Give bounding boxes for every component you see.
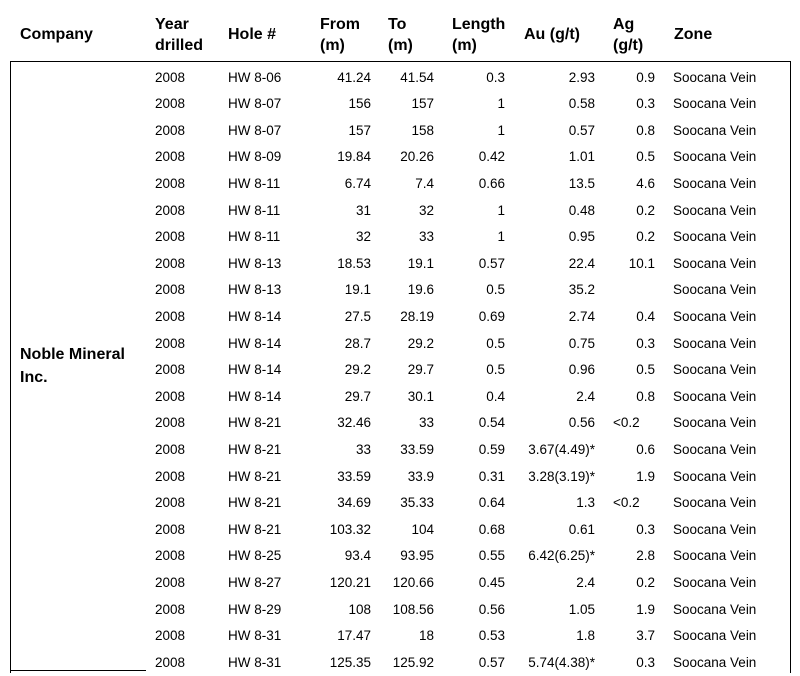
table-row xyxy=(0,570,800,597)
cell-length: 1 xyxy=(497,229,505,245)
cell-year: 2008 xyxy=(155,654,186,670)
cell-ag: 0.2 xyxy=(636,202,655,218)
table-row xyxy=(0,331,800,358)
cell-from: 17.47 xyxy=(337,628,371,644)
cell-to: 41.54 xyxy=(400,69,434,85)
table-row xyxy=(0,410,800,437)
cell-from: 108 xyxy=(348,601,371,617)
cell-from: 33 xyxy=(355,441,371,457)
cell-zone: Soocana Vein xyxy=(673,574,757,590)
cell-ag: 0.4 xyxy=(636,308,655,324)
cell-zone: Soocana Vein xyxy=(673,415,757,431)
company-name-line2: Inc. xyxy=(20,369,48,386)
cell-length: 0.66 xyxy=(478,175,505,191)
cell-ag: 0.3 xyxy=(636,654,655,670)
cell-length: 1 xyxy=(497,202,505,218)
cell-to: 29.2 xyxy=(407,335,434,351)
cell-zone: Soocana Vein xyxy=(673,96,757,112)
cell-ag: 0.5 xyxy=(636,149,655,165)
cell-au: 0.56 xyxy=(568,415,595,431)
cell-zone: Soocana Vein xyxy=(673,202,757,218)
header-from-line1: From xyxy=(320,16,360,33)
cell-to: 35.33 xyxy=(400,495,434,511)
table-row xyxy=(0,118,800,145)
cell-year: 2008 xyxy=(155,175,186,191)
cell-ag: <0.2 xyxy=(613,415,640,431)
cell-zone: Soocana Vein xyxy=(673,495,757,511)
cell-to: 108.56 xyxy=(392,601,434,617)
cell-zone: Soocana Vein xyxy=(673,69,757,85)
cell-hole: HW 8-25 xyxy=(228,548,282,564)
table-row xyxy=(0,198,800,225)
cell-year: 2008 xyxy=(155,122,186,138)
cell-ag: 0.3 xyxy=(636,335,655,351)
table-row xyxy=(0,171,800,198)
table-row xyxy=(0,277,800,304)
cell-length: 0.64 xyxy=(478,495,505,511)
cell-hole: HW 8-31 xyxy=(228,654,282,670)
cell-length: 0.57 xyxy=(478,654,505,670)
cell-hole: HW 8-11 xyxy=(228,202,281,218)
cell-zone: Soocana Vein xyxy=(673,149,757,165)
cell-from: 6.74 xyxy=(344,175,371,191)
cell-year: 2008 xyxy=(155,495,186,511)
cell-ag: 0.6 xyxy=(636,441,655,457)
cell-from: 28.7 xyxy=(344,335,371,351)
cell-ag: 1.9 xyxy=(636,601,655,617)
cell-zone: Soocana Vein xyxy=(673,601,757,617)
cell-to: 125.92 xyxy=(392,654,434,670)
cell-zone: Soocana Vein xyxy=(673,308,757,324)
cell-ag: 0.8 xyxy=(636,122,655,138)
cell-zone: Soocana Vein xyxy=(673,441,757,457)
cell-ag: 0.5 xyxy=(636,362,655,378)
header-year xyxy=(155,14,203,56)
cell-to: 157 xyxy=(411,96,434,112)
header-from xyxy=(320,14,360,56)
cell-to: 7.4 xyxy=(415,175,434,191)
cell-from: 29.2 xyxy=(344,362,371,378)
cell-year: 2008 xyxy=(155,601,186,617)
cell-from: 157 xyxy=(348,122,371,138)
table-row xyxy=(0,650,800,676)
cell-to: 158 xyxy=(411,122,434,138)
cell-from: 103.32 xyxy=(329,521,371,537)
cell-length: 0.31 xyxy=(478,468,505,484)
cell-length: 0.5 xyxy=(486,282,505,298)
cell-to: 19.6 xyxy=(407,282,434,298)
table-row xyxy=(0,384,800,411)
header-length xyxy=(452,14,505,56)
cell-from: 32.46 xyxy=(337,415,371,431)
cell-from: 34.69 xyxy=(337,495,371,511)
cell-hole: HW 8-13 xyxy=(228,282,282,298)
cell-to: 19.1 xyxy=(407,255,434,271)
header-to-line2: (m) xyxy=(388,37,413,54)
cell-year: 2008 xyxy=(155,229,186,245)
cell-hole: HW 8-06 xyxy=(228,69,282,85)
cell-to: 28.19 xyxy=(400,308,434,324)
header-from-line2: (m) xyxy=(320,37,345,54)
cell-to: 120.66 xyxy=(392,574,434,590)
header-length-line1: Length xyxy=(452,16,506,33)
cell-hole: HW 8-29 xyxy=(228,601,282,617)
cell-au: 0.96 xyxy=(568,362,595,378)
cell-au: 0.58 xyxy=(568,96,595,112)
cell-year: 2008 xyxy=(155,96,186,112)
cell-year: 2008 xyxy=(155,388,186,404)
header-au: Au (g/t) xyxy=(524,26,580,43)
cell-length: 0.54 xyxy=(478,415,505,431)
cell-from: 19.1 xyxy=(344,282,371,298)
cell-from: 19.84 xyxy=(337,149,371,165)
table-row xyxy=(0,437,800,464)
cell-au: 1.01 xyxy=(568,149,595,165)
cell-ag: <0.2 xyxy=(613,495,640,511)
cell-from: 125.35 xyxy=(329,654,371,670)
cell-year: 2008 xyxy=(155,149,186,165)
header-ag-line2: (g/t) xyxy=(613,37,644,54)
header-to xyxy=(388,14,413,56)
cell-length: 0.53 xyxy=(478,628,505,644)
cell-au: 6.42(6.25)* xyxy=(528,548,595,564)
cell-au: 35.2 xyxy=(568,282,595,298)
cell-to: 20.26 xyxy=(400,149,434,165)
header-company: Company xyxy=(20,26,93,43)
cell-from: 120.21 xyxy=(329,574,371,590)
cell-zone: Soocana Vein xyxy=(673,122,757,138)
cell-zone: Soocana Vein xyxy=(673,521,757,537)
cell-zone: Soocana Vein xyxy=(673,628,757,644)
table-row xyxy=(0,357,800,384)
cell-hole: HW 8-14 xyxy=(228,308,282,324)
cell-from: 33.59 xyxy=(337,468,371,484)
cell-ag: 0.2 xyxy=(636,574,655,590)
cell-year: 2008 xyxy=(155,468,186,484)
cell-zone: Soocana Vein xyxy=(673,362,757,378)
company-name-line1: Noble Mineral xyxy=(20,346,125,363)
cell-length: 0.68 xyxy=(478,521,505,537)
cell-to: 33 xyxy=(418,229,434,245)
header-to-line1: To xyxy=(388,16,407,33)
table-row xyxy=(0,464,800,491)
cell-year: 2008 xyxy=(155,521,186,537)
cell-hole: HW 8-21 xyxy=(228,468,282,484)
cell-ag: 4.6 xyxy=(636,175,655,191)
cell-ag: 0.3 xyxy=(636,96,655,112)
cell-year: 2008 xyxy=(155,628,186,644)
cell-hole: HW 8-27 xyxy=(228,574,282,590)
cell-au: 2.93 xyxy=(568,69,595,85)
cell-au: 3.67(4.49)* xyxy=(528,441,595,457)
cell-year: 2008 xyxy=(155,548,186,564)
table-row xyxy=(0,251,800,278)
cell-to: 30.1 xyxy=(407,388,434,404)
cell-au: 0.48 xyxy=(568,202,595,218)
cell-ag: 0.8 xyxy=(636,388,655,404)
cell-length: 0.45 xyxy=(478,574,505,590)
header-year-line1: Year xyxy=(155,16,189,33)
cell-zone: Soocana Vein xyxy=(673,229,757,245)
cell-length: 0.59 xyxy=(478,441,505,457)
cell-au: 1.05 xyxy=(568,601,595,617)
table-row xyxy=(0,304,800,331)
cell-au: 2.4 xyxy=(576,574,595,590)
cell-au: 2.4 xyxy=(576,388,595,404)
cell-hole: HW 8-13 xyxy=(228,255,282,271)
cell-au: 5.74(4.38)* xyxy=(528,654,595,670)
cell-year: 2008 xyxy=(155,69,186,85)
cell-from: 18.53 xyxy=(337,255,371,271)
cell-au: 0.61 xyxy=(568,521,595,537)
cell-hole: HW 8-14 xyxy=(228,388,282,404)
cell-from: 41.24 xyxy=(337,69,371,85)
cell-ag: 3.7 xyxy=(636,628,655,644)
table-row xyxy=(0,623,800,650)
cell-au: 22.4 xyxy=(568,255,595,271)
header-ag xyxy=(613,14,643,56)
header-hole: Hole # xyxy=(228,26,277,43)
cell-hole: HW 8-07 xyxy=(228,122,282,138)
cell-zone: Soocana Vein xyxy=(673,388,757,404)
table-row xyxy=(0,65,800,92)
cell-hole: HW 8-07 xyxy=(228,96,282,112)
table-row xyxy=(0,490,800,517)
cell-length: 0.42 xyxy=(478,149,505,165)
cell-zone: Soocana Vein xyxy=(673,255,757,271)
cell-au: 0.75 xyxy=(568,335,595,351)
cell-to: 32 xyxy=(418,202,434,218)
cell-length: 0.5 xyxy=(486,362,505,378)
header-year-line2: drilled xyxy=(155,37,204,54)
cell-year: 2008 xyxy=(155,335,186,351)
cell-ag: 1.9 xyxy=(636,468,655,484)
cell-hole: HW 8-14 xyxy=(228,362,282,378)
cell-to: 33.59 xyxy=(400,441,434,457)
header-length-line2: (m) xyxy=(452,37,477,54)
cell-hole: HW 8-21 xyxy=(228,415,282,431)
cell-to: 18 xyxy=(418,628,434,644)
cell-hole: HW 8-11 xyxy=(228,175,281,191)
table-row xyxy=(0,543,800,570)
cell-from: 93.4 xyxy=(344,548,371,564)
cell-length: 0.56 xyxy=(478,601,505,617)
cell-hole: HW 8-21 xyxy=(228,521,282,537)
cell-au: 3.28(3.19)* xyxy=(528,468,595,484)
cell-length: 0.69 xyxy=(478,308,505,324)
cell-length: 0.57 xyxy=(478,255,505,271)
cell-zone: Soocana Vein xyxy=(673,335,757,351)
cell-year: 2008 xyxy=(155,415,186,431)
cell-au: 1.8 xyxy=(576,628,595,644)
cell-year: 2008 xyxy=(155,441,186,457)
cell-to: 104 xyxy=(411,521,434,537)
cell-ag: 2.8 xyxy=(636,548,655,564)
cell-to: 93.95 xyxy=(400,548,434,564)
cell-hole: HW 8-09 xyxy=(228,149,282,165)
cell-au: 13.5 xyxy=(568,175,595,191)
cell-au: 2.74 xyxy=(568,308,595,324)
table-row xyxy=(0,91,800,118)
cell-au: 0.95 xyxy=(568,229,595,245)
table-row xyxy=(0,517,800,544)
cell-length: 0.55 xyxy=(478,548,505,564)
cell-zone: Soocana Vein xyxy=(673,654,757,670)
cell-hole: HW 8-21 xyxy=(228,441,282,457)
cell-length: 0.5 xyxy=(486,335,505,351)
cell-ag: 0.2 xyxy=(636,229,655,245)
header-zone: Zone xyxy=(674,26,713,43)
header-ag-line1: Ag xyxy=(613,16,635,33)
cell-hole: HW 8-11 xyxy=(228,229,281,245)
cell-year: 2008 xyxy=(155,255,186,271)
table-row xyxy=(0,144,800,171)
cell-year: 2008 xyxy=(155,574,186,590)
cell-length: 1 xyxy=(497,122,505,138)
cell-from: 27.5 xyxy=(344,308,371,324)
cell-au: 1.3 xyxy=(576,495,595,511)
cell-to: 29.7 xyxy=(407,362,434,378)
cell-year: 2008 xyxy=(155,308,186,324)
cell-length: 1 xyxy=(497,96,505,112)
cell-length: 0.3 xyxy=(486,69,505,85)
cell-zone: Soocana Vein xyxy=(673,548,757,564)
cell-from: 156 xyxy=(348,96,371,112)
cell-zone: Soocana Vein xyxy=(673,468,757,484)
cell-to: 33 xyxy=(418,415,434,431)
cell-hole: HW 8-14 xyxy=(228,335,282,351)
cell-hole: HW 8-31 xyxy=(228,628,282,644)
cell-au: 0.57 xyxy=(568,122,595,138)
table-row xyxy=(0,224,800,251)
cell-from: 31 xyxy=(355,202,371,218)
cell-ag: 0.3 xyxy=(636,521,655,537)
header-divider xyxy=(10,61,791,62)
cell-from: 32 xyxy=(355,229,371,245)
cell-to: 33.9 xyxy=(407,468,434,484)
cell-year: 2008 xyxy=(155,282,186,298)
cell-ag: 0.9 xyxy=(636,69,655,85)
cell-hole: HW 8-21 xyxy=(228,495,282,511)
cell-ag: 10.1 xyxy=(628,255,655,271)
cell-zone: Soocana Vein xyxy=(673,282,757,298)
cell-year: 2008 xyxy=(155,362,186,378)
cell-from: 29.7 xyxy=(344,388,371,404)
cell-year: 2008 xyxy=(155,202,186,218)
table-row xyxy=(0,597,800,624)
cell-zone: Soocana Vein xyxy=(673,175,757,191)
cell-length: 0.4 xyxy=(486,388,505,404)
